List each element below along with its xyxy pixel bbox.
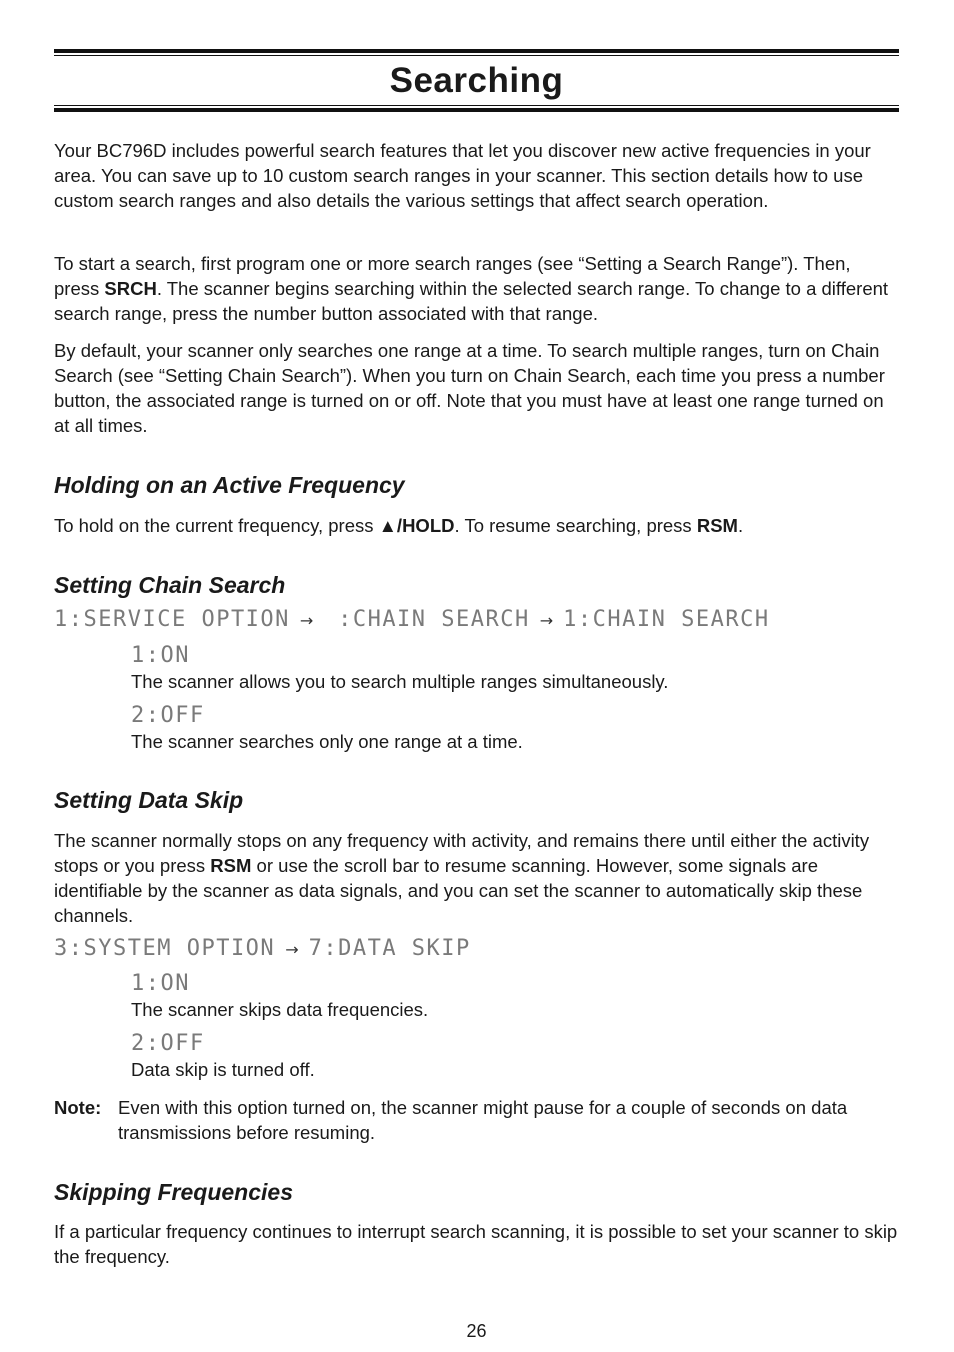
skipping-paragraph: If a particular frequency continues to interrupt search scanning, it is possible to set your scanner to skip the frequency. (54, 1221, 898, 1267)
note-label: Note: (54, 1097, 102, 1118)
heading-data-skip: Setting Data Skip (54, 787, 244, 813)
intro-paragraph-3: By default, your scanner only searches one range at a time. To search multiple ranges, turn on Chain Search (see “Setting Chain Search”). When you turn on Chain Search, each time you press a number button, the associated range is turned on or off. Note that you must have at least one range turned on at all times. (54, 340, 885, 436)
menu-arrow-icon: → (539, 611, 554, 630)
intro-p2-text-a: To start a search, first program one or more search ranges (see “Setting a Search Range”). Then, press (54, 253, 851, 299)
title-bottom-rule (54, 108, 899, 112)
dataskip-option-off-desc: Data skip is turned off. (131, 1059, 315, 1080)
dataskip-menu-path (54, 936, 471, 963)
menu-arrow-icon: → (285, 940, 299, 959)
dataskip-option-off: 2:OFF (131, 1031, 205, 1056)
chain-menu-step-3: 1:CHAIN SEARCH (563, 607, 770, 632)
chain-menu-step-2: :CHAIN SEARCH (338, 607, 530, 632)
heading-holding: Holding on an Active Frequency (54, 472, 405, 498)
menu-arrow-icon: → (299, 611, 314, 630)
rsm-key-label: RSM (210, 855, 252, 876)
chain-option-off-desc: The scanner searches only one range at a time. (131, 731, 523, 752)
note-text: Even with this option turned on, the scanner might pause for a couple of seconds on data transmissions before resuming. (118, 1097, 848, 1143)
holding-text-b: . To resume searching, press (454, 515, 697, 536)
chain-option-off: 2:OFF (131, 703, 205, 728)
chain-option-on: 1:ON (131, 643, 190, 668)
title-top-rule (54, 49, 899, 53)
page-title: Searching (389, 61, 564, 100)
intro-paragraph-2 (54, 251, 899, 326)
title-bottom-rule-thin (54, 105, 899, 106)
chain-option-on-desc: The scanner allows you to search multiple ranges simultaneously. (131, 671, 669, 692)
dataskip-option-on: 1:ON (131, 971, 190, 996)
hold-key-label: ▲/HOLD (378, 515, 455, 536)
srch-key-label: SRCH (104, 278, 157, 299)
heading-skipping: Skipping Frequencies (54, 1179, 293, 1205)
intro-paragraph-1: Your BC796D includes powerful search features that let you discover new active frequencies in your area. You can save up to 10 custom search ranges in your scanner. This section details how to use custom search ranges and also details the various settings that affect search operation. (54, 140, 871, 211)
holding-text-a: To hold on the current frequency, press (54, 515, 379, 536)
dataskip-text-a: The scanner normally stops on any frequency with activity, and remains there until either the activity stops or you press (54, 830, 870, 876)
intro-p2-text-b: . The scanner begins searching within the selected search range. To change to a different search range, press the number button associated with that range. (54, 278, 889, 324)
dataskip-text-b: or use the scroll bar to resume scanning. However, some signals are identifiable by the scanner as data signals, and you can set the scanner to automatically skip these channels. (54, 855, 863, 926)
holding-text-c: . (737, 515, 744, 536)
chain-menu-step-1: 1:SERVICE OPTION (54, 607, 290, 632)
dataskip-option-on-desc: The scanner skips data frequencies. (131, 999, 429, 1020)
chain-menu-path (54, 607, 770, 634)
heading-chain-search: Setting Chain Search (54, 572, 286, 598)
title-block (54, 49, 899, 112)
dataskip-menu-step-2: 7:DATA SKIP (308, 936, 471, 961)
holding-paragraph (54, 513, 899, 538)
rsm-key-label: RSM (696, 515, 738, 536)
dataskip-menu-step-1: 3:SYSTEM OPTION (54, 936, 276, 961)
title-top-rule-thin (54, 55, 899, 56)
dataskip-paragraph (54, 828, 899, 928)
page-number: 26 (466, 1321, 487, 1341)
